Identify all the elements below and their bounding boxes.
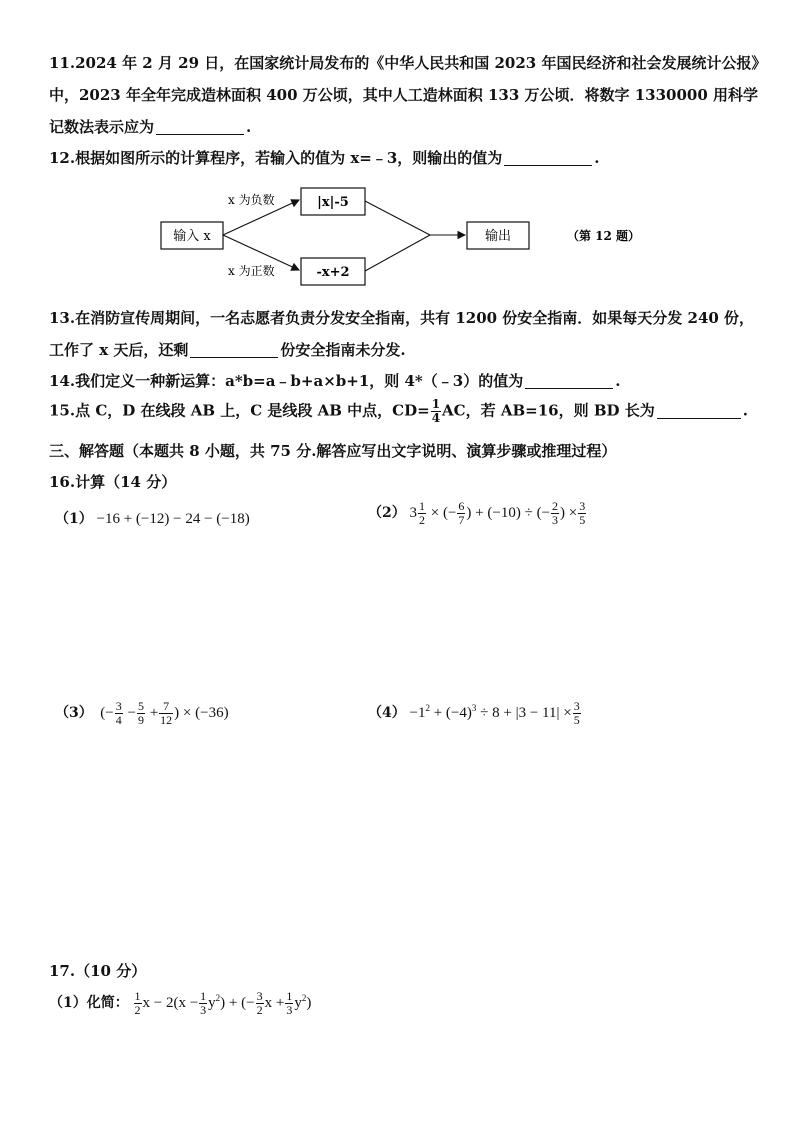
q14-question: 14.我们定义一种新运算：a*b=a﹣b+a×b+1，则 4*（﹣3）的值为 (49, 372, 524, 390)
q16-p1-label: （1） (55, 511, 93, 527)
frac-den: 3 (200, 1003, 207, 1017)
q16-part3: （3） (− $\frac{3}{4}$ − $\frac{5}{9}$ + $\frac{7}{12}$ ) × (−36) (55, 699, 229, 727)
q16-p2-label: （2） (368, 504, 406, 521)
q16-p2-whole: 3 (409, 504, 417, 521)
q17-m3: ) + (− (220, 994, 255, 1011)
frac-den: 2 (134, 1003, 141, 1017)
q16-p2-frac2 (457, 500, 465, 527)
frac-den: 3 (286, 1003, 293, 1017)
frac-den: 5 (573, 713, 580, 727)
q11-answer-blank[interactable] (156, 118, 244, 135)
q17-m1: x − 2(x − (142, 994, 199, 1011)
q16-p2-frac3 (551, 500, 559, 527)
q16-part1 (55, 508, 250, 528)
frac-num: 1 (419, 499, 425, 513)
output-label: 输出 (484, 229, 512, 244)
pos-label: x 为正数 (228, 264, 275, 278)
frac-num: 1 (134, 989, 141, 1003)
q16-p3-frac3 (159, 700, 173, 727)
q17-exp1: 2 (215, 992, 221, 1003)
q15-fraction (431, 398, 441, 425)
q15-text: 15.点 C，D 在线段 AB 上，C 是线段 AB 中点，CD= $\frac{1}{4}$ AC，若 AB=16，则 BD 长为 . (49, 397, 748, 425)
q16-p3-frac2 (137, 700, 145, 727)
q15-answer-blank[interactable] (657, 402, 741, 419)
frac-num: 3 (579, 499, 586, 513)
q16-p4-b: + (−4) (429, 704, 472, 721)
q16-p4-exp2: 3 (471, 702, 477, 713)
frac-num: 7 (159, 700, 173, 714)
figure-caption: （第 12 题） (567, 229, 641, 243)
frac-den: 2 (419, 513, 425, 527)
q11-line3-text: 记数法表示应为 (49, 118, 155, 136)
q15-part-a: 15.点 C，D 在线段 AB 上，C 是线段 AB 中点，CD= (49, 401, 430, 420)
q16-p4-exp1: 2 (425, 702, 430, 713)
frac-num: 6 (458, 499, 465, 513)
q17-frac3 (256, 990, 264, 1017)
q16-part2: （2） 3 $\frac{1}{2}$ × (− $\frac{6}{7}$ ) + (−10) ÷ (− $\frac{2}{3}$ ) × $\frac{3}{5}$ (368, 499, 586, 527)
q17-p1-label: （1）化简： (49, 994, 129, 1011)
frac-num: 1 (286, 989, 293, 1003)
merge-top (365, 201, 430, 235)
q16-p4-a: −1 (409, 704, 426, 721)
q11-line1: 11.2024 年 2 月 29 日，在国家统计局发布的《中华人民共和国 2023 年国民经济和社会发展统计公报》 (49, 54, 767, 72)
top-box-expr: |x|-5 (317, 195, 349, 210)
frac-den: 12 (160, 713, 173, 727)
q16-p1-expr: −16 + (−12) − 24 − (−18) (96, 511, 250, 527)
q17-frac4 (285, 990, 293, 1017)
q17-m5: y (294, 994, 302, 1011)
q17-title: 17.（10 分） (49, 962, 147, 980)
q17-m4: x + (264, 994, 285, 1011)
q16-p4-c: ÷ 8 + |3 − 11| × (476, 704, 572, 721)
q14-text: 14.我们定义一种新运算：a*b=a﹣b+a×b+1，则 4*（﹣3）的值为 . (49, 372, 621, 390)
q12-answer-blank[interactable] (504, 149, 592, 166)
frac-den: 2 (256, 1003, 263, 1017)
q16-title: 16.计算（14 分） (49, 473, 177, 491)
q11-line3: 记数法表示应为 . (49, 118, 252, 136)
section3-heading: 三、解答题（本题共 8 小题，共 75 分.解答应写出文字说明、演算步骤或推理过程） (49, 442, 617, 460)
q16-p3-tail: ) × (−36) (174, 704, 229, 721)
q16-p4-frac (573, 700, 581, 727)
frac-num: 3 (573, 699, 580, 713)
q17-part1 (49, 990, 311, 1017)
frac-num: 1 (200, 989, 207, 1003)
q17-m2: y (208, 994, 216, 1011)
q13-line2a: 工作了 x 天后，还剩 (49, 341, 189, 359)
q16-p3-label: （3） (55, 704, 93, 721)
frac-den: 3 (552, 513, 559, 527)
frac-den: 9 (137, 713, 144, 727)
q16-p2-frac1 (418, 500, 426, 527)
merge-bottom (365, 235, 430, 271)
q11-line2: 中，2023 年全年完成造林面积 400 万公顷，其中人工造林面积 133 万公顷．将数字 1330000 用科学 (49, 86, 758, 104)
frac-den: 7 (458, 513, 465, 527)
frac-den: 5 (579, 513, 586, 527)
q13-line1: 13.在消防宣传周期间，一名志愿者负责分发安全指南，共有 1200 份安全指南．如果每天分发 240 份， (49, 309, 755, 327)
bottom-box-expr: -x+2 (316, 265, 350, 280)
q16-p3-frac1 (115, 700, 123, 727)
q14-answer-blank[interactable] (525, 372, 613, 389)
frac-num: 2 (552, 499, 559, 513)
frac-num: 3 (256, 989, 263, 1003)
q16-p2-frac4 (578, 500, 586, 527)
q16-p4-label: （4） (368, 704, 406, 721)
q12-question: 12.根据如图所示的计算程序，若输入的值为 x=﹣3，则输出的值为 (49, 149, 503, 167)
q16-p2-mid: + (−10) ÷ (− (475, 504, 551, 521)
q13-line2b: 份安全指南未分发. (280, 341, 406, 359)
q15-frac-num: 1 (431, 397, 441, 411)
input-label: 输入 x (173, 229, 211, 244)
flowchart-diagram (0, 180, 794, 300)
frac-num: 3 (115, 699, 122, 713)
q17-end: ) (306, 994, 312, 1011)
frac-num: 5 (137, 699, 144, 713)
neg-label: x 为负数 (228, 193, 275, 207)
q15-part-b: AC，若 AB=16，则 BD 长为 (442, 401, 655, 420)
q17-exp2: 2 (301, 992, 307, 1003)
q17-frac1 (134, 990, 142, 1017)
q15-frac-den: 4 (431, 411, 441, 425)
q13-line2 (49, 339, 406, 360)
q17-frac2 (199, 990, 207, 1017)
q12-text: 12.根据如图所示的计算程序，若输入的值为 x=﹣3，则输出的值为 . (49, 149, 600, 167)
q13-answer-blank[interactable] (190, 341, 278, 358)
q16-part4 (368, 700, 582, 727)
frac-den: 4 (115, 713, 122, 727)
